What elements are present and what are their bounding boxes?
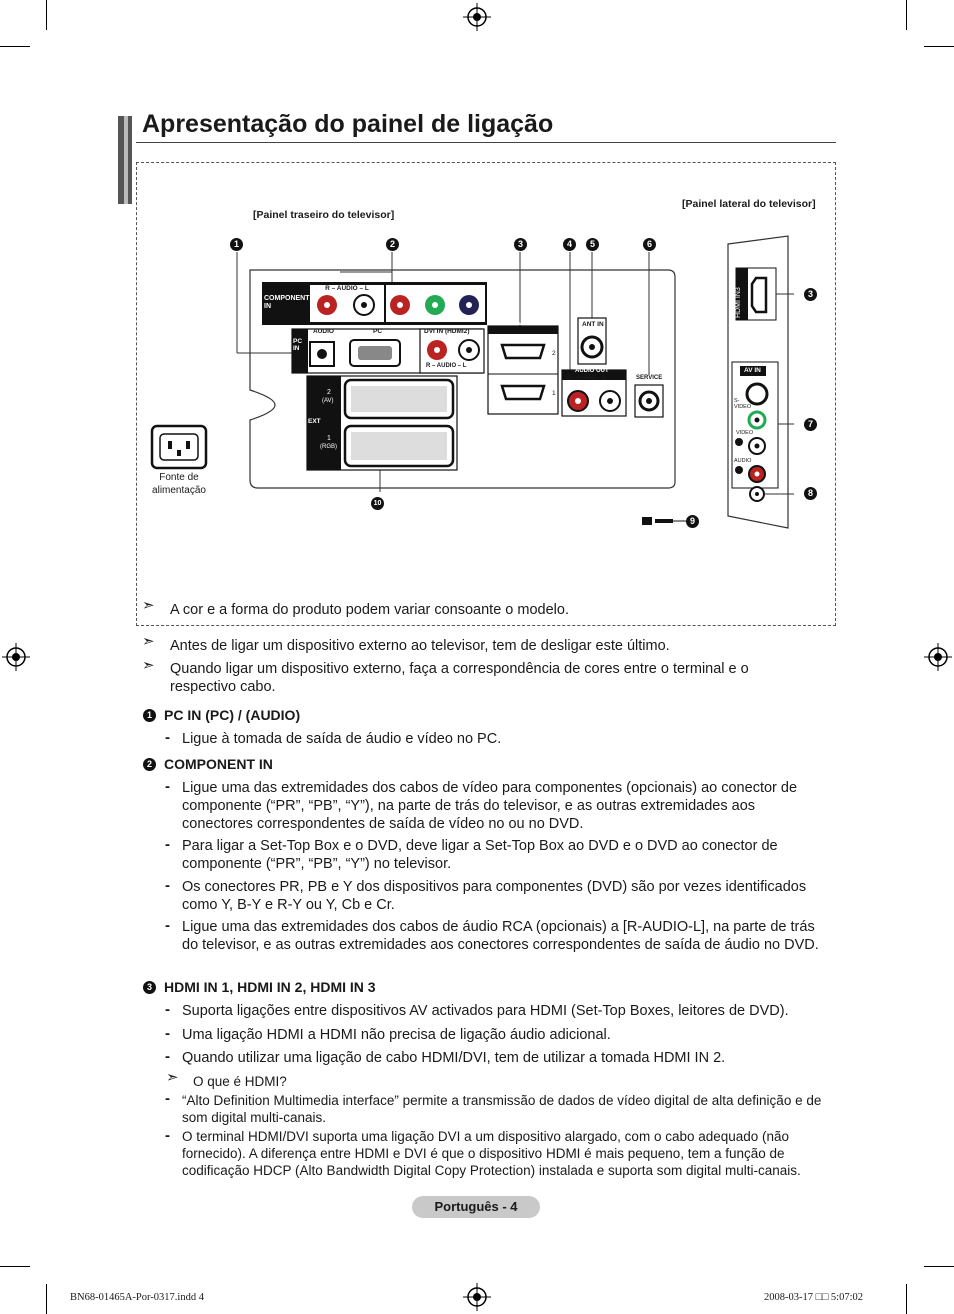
- section-number-2: 2: [143, 758, 156, 771]
- label-ext2: 2: [327, 389, 331, 396]
- bullet-dash: -: [165, 1048, 170, 1065]
- label-ext: EXT: [308, 418, 321, 425]
- marker-10: 10: [371, 497, 384, 510]
- label-pc-in: PC IN: [293, 338, 303, 352]
- crop-mark: [0, 46, 30, 47]
- file-info: BN68-01465A-Por-0317.indd 4: [70, 1292, 204, 1303]
- label-dvi-in: DVI IN (HDMI2): [424, 328, 470, 335]
- label-ant-in: ANT IN: [582, 321, 604, 328]
- crop-mark: [906, 0, 907, 30]
- label-s-video: S-VIDEO: [734, 398, 752, 410]
- label-ext1-sub: (RGB): [320, 444, 337, 450]
- note-text: A cor e a forma do produto podem variar consoante o modelo.: [170, 602, 569, 618]
- power-caption: [146, 471, 212, 497]
- crop-mark: [924, 1266, 954, 1267]
- crop-mark: [906, 1284, 907, 1314]
- marker-6: 6: [643, 238, 656, 251]
- label-audio: AUDIO: [313, 328, 334, 335]
- note-text: Quando ligar um dispositivo externo, faça a correspondência de cores entre o terminal e o respectivo cabo.: [170, 661, 749, 695]
- bullet-dash: -: [165, 729, 170, 746]
- marker-1: 1: [230, 238, 243, 251]
- section-number-1: 1: [143, 709, 156, 722]
- marker-7: 7: [804, 418, 817, 431]
- marker-9: 9: [686, 515, 699, 528]
- bullet-text: Quando utilizar uma ligação de cabo HDMI/DVI, tem de utilizar a tomada HDMI IN 2.: [182, 1050, 726, 1066]
- section-number-3: 3: [143, 981, 156, 994]
- crop-mark: [924, 46, 954, 47]
- note-arrow-icon: ➣: [142, 633, 155, 650]
- print-date: 2008-03-17 □□ 5:07:02: [764, 1292, 864, 1303]
- marker-3-side: 3: [804, 288, 817, 301]
- bullet-dash: -: [165, 778, 170, 795]
- label-hdmi-2: 2: [552, 350, 556, 357]
- registration-mark-icon: [463, 1283, 491, 1311]
- bullet-text: Para ligar a Set-Top Box e o DVD, deve ligar a Set-Top Box ao DVD e o DVD ao conector de componente (“PR”, “PB”, “Y”) no televisor.: [182, 838, 778, 872]
- label-hdmi-in3: HDMI IN3: [735, 287, 742, 318]
- bullet-text: “Alto Definition Multimedia interface” permite a transmissão de dados de vídeo digital de alta definição e de som digital multi-canais.: [182, 1093, 822, 1125]
- bullet-text: O terminal HDMI/DVI suporta uma ligação DVI a um dispositivo alargado, com o cabo adequado (não fornecido). A diferença entre HDMI e DVI é que o dispositivo HDMI é mais pequeno, tem a função de codificação HDCP (Alto Bandwidth Digital Copy Protection) instalada e suporta som digital multi-canais.: [182, 1129, 801, 1178]
- label-audio-out-rl: R – AUDIO – L: [566, 375, 607, 381]
- bullet-dash: -: [165, 1001, 170, 1018]
- label-audio-side: AUDIO: [734, 458, 752, 464]
- label-audio-mid: R – AUDIO – L: [426, 363, 467, 369]
- label-ext2-sub: (AV): [322, 398, 334, 404]
- label-component-in: COMPONENT IN: [264, 295, 310, 310]
- bullet-text: Ligue à tomada de saída de áudio e vídeo no PC.: [182, 731, 502, 747]
- marker-3: 3: [514, 238, 527, 251]
- crop-mark: [46, 0, 47, 30]
- rear-panel-label: [Painel traseiro do televisor]: [253, 209, 395, 221]
- label-video: VIDEO: [736, 430, 754, 436]
- bullet-dash: -: [165, 1127, 170, 1144]
- side-panel-diagram: [724, 232, 794, 532]
- label-audio-top: R – AUDIO – L: [325, 285, 369, 292]
- bullet-dash: -: [165, 877, 170, 894]
- power-caption-line: alimentação: [152, 485, 206, 496]
- note-arrow-icon: ➣: [166, 1069, 179, 1086]
- marker-8: 8: [804, 487, 817, 500]
- bullet-text: Uma ligação HDMI a HDMI não precisa de ligação áudio adicional.: [182, 1027, 611, 1043]
- label-pc: PC: [373, 328, 383, 335]
- side-panel-label: [Painel lateral do televisor]: [682, 198, 816, 210]
- bullet-text: Suporta ligações entre dispositivos AV activados para HDMI (Set-Top Boxes, leitores de DVD).: [182, 1003, 789, 1019]
- bullet-dash: -: [165, 1090, 170, 1107]
- page-title: Apresentação do painel de ligação: [142, 110, 554, 138]
- label-hdmi-in: HDMI IN: [508, 320, 533, 327]
- section-heading: COMPONENT IN: [164, 756, 273, 772]
- registration-mark-icon: [924, 643, 952, 671]
- bullet-text: Os conectores PR, PB e Y dos dispositivos para componentes (DVD) são por vezes identificados como Y, B-Y e R-Y ou Y, Cb e Cr.: [182, 879, 807, 913]
- note-text: O que é HDMI?: [193, 1074, 287, 1089]
- section-heading: HDMI IN 1, HDMI IN 2, HDMI IN 3: [164, 979, 376, 995]
- note-arrow-icon: ➣: [142, 657, 155, 674]
- registration-mark-icon: [463, 3, 491, 31]
- note-text: Antes de ligar um dispositivo externo ao televisor, tem de desligar este último.: [170, 638, 670, 654]
- marker-2: 2: [386, 238, 399, 251]
- section-heading: PC IN (PC) / (AUDIO): [164, 707, 301, 723]
- label-av-in: AV IN: [744, 367, 761, 374]
- marker-4: 4: [563, 238, 576, 251]
- page-number-badge: Português - 4: [412, 1196, 540, 1218]
- bullet-dash: -: [165, 836, 170, 853]
- divider: [136, 142, 836, 143]
- label-audio-out: AUDIO OUT: [575, 368, 609, 374]
- power-caption-line: Fonte de: [159, 472, 199, 483]
- label-service: SERVICE: [636, 375, 663, 381]
- rear-panel-diagram: [140, 230, 700, 530]
- crop-mark: [46, 1284, 47, 1314]
- marker-5: 5: [586, 238, 599, 251]
- bullet-dash: -: [165, 1025, 170, 1042]
- bullet-dash: -: [165, 917, 170, 934]
- label-hdmi-1: 1: [552, 390, 556, 397]
- registration-mark-icon: [2, 643, 30, 671]
- label-ext1: 1: [327, 435, 331, 442]
- title-accent-bar: [124, 116, 128, 204]
- crop-mark: [0, 1266, 30, 1267]
- bullet-text: Ligue uma das extremidades dos cabos de áudio RCA (opcionais) a [R-AUDIO-L], na parte de trás do televisor, e as outras extremidades aos conectores correspondentes de saída de áudio no DVD.: [182, 919, 819, 953]
- bullet-text: Ligue uma das extremidades dos cabos de vídeo para componentes (opcionais) ao conector de componente (“PR”, “PB”, “Y”), na parte de trás do televisor, e as outras extremidades aos conectores correspondentes de saída de vídeo no ou no DVD.: [182, 780, 798, 832]
- note-arrow-icon: ➣: [142, 597, 155, 614]
